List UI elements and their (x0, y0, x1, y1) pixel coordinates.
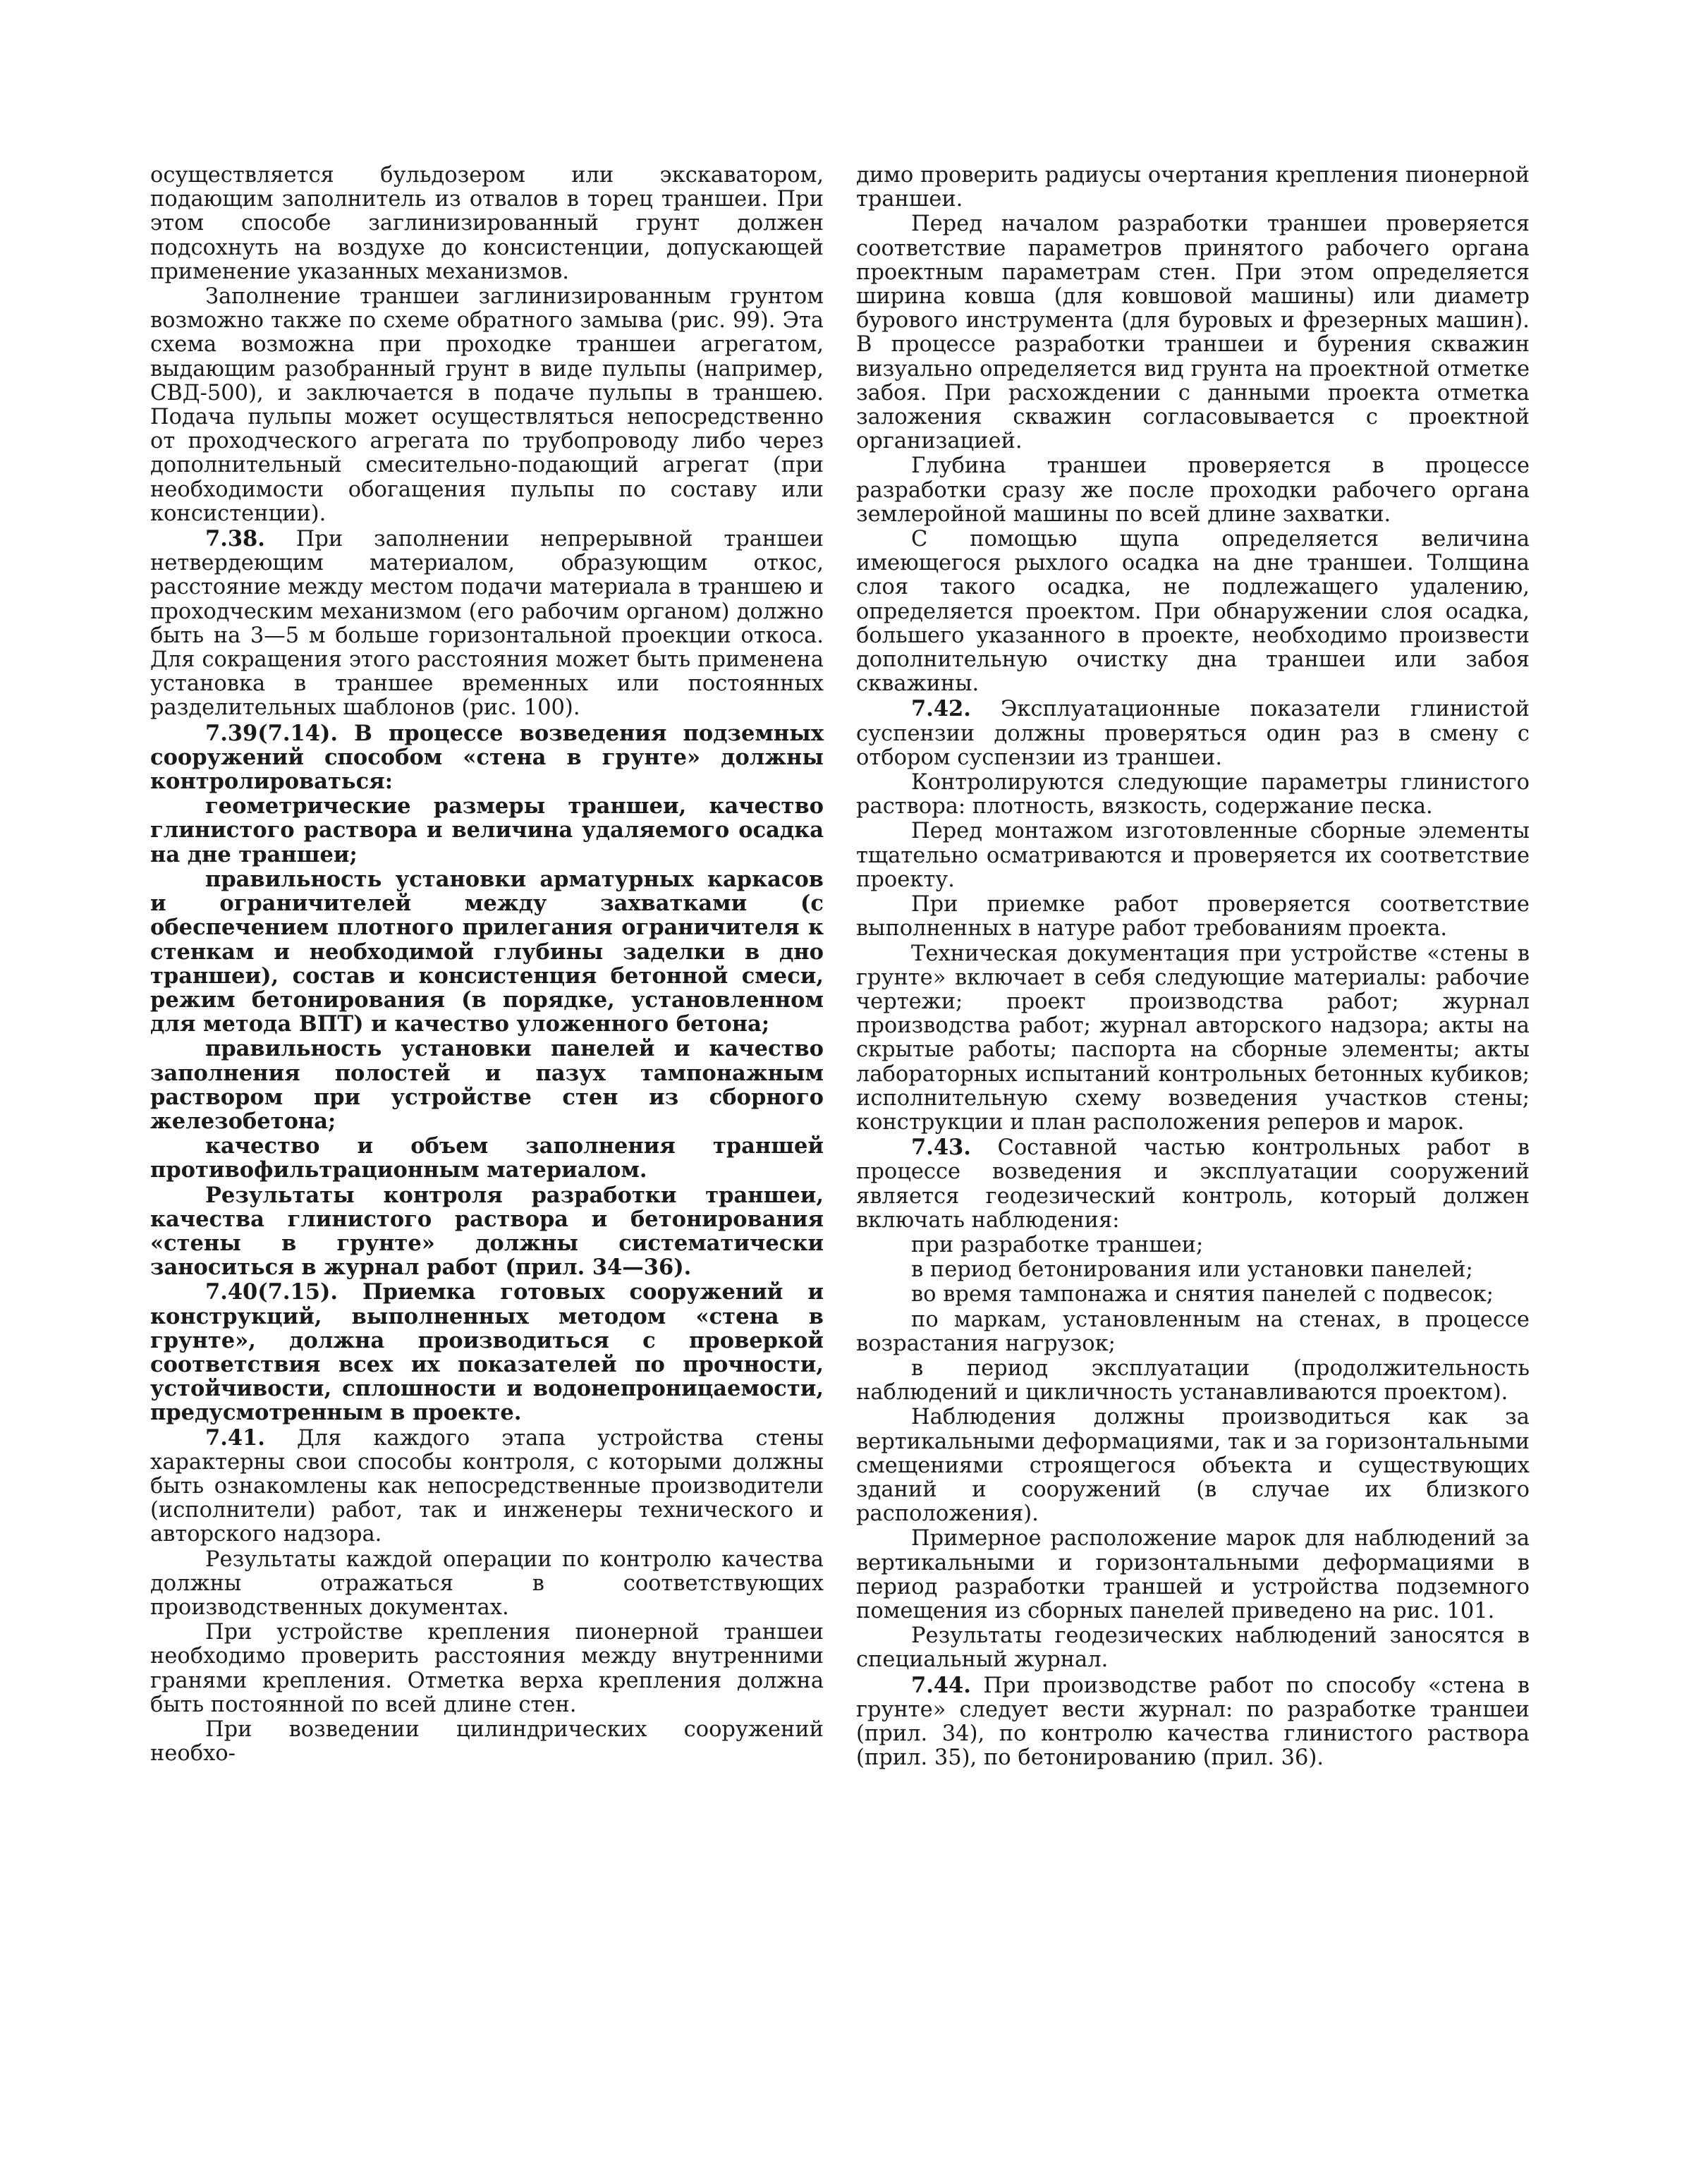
paragraph: осуществляется бульдозером или экскаватором, подающим заполнитель из отвалов в торец траншеи. При этом способе заглинизированный грунт должен подсохнуть на воздухе до консистенции, допускающей применение указанных механизмов. (150, 163, 824, 284)
paragraph-7-41 (150, 1426, 824, 1547)
list-item: по маркам, установленным на стенах, в процессе возрастания нагрузок; (856, 1307, 1530, 1356)
clause-number: 7.41. (205, 1425, 265, 1451)
paragraph-7-38 (150, 527, 824, 721)
paragraph: Наблюдения должны производиться как за вертикальными деформациями, так и за горизонтальными смещениями строящегося объекта и существующих зданий и сооружений (в случае их близкого расположения). (856, 1405, 1530, 1527)
paragraph-7-40: 7.40(7.15). Приемка готовых сооружений и конструкций, выполненных методом «стена в грунте», должна производиться с проверкой соответствия всех их показателей по прочности, устойчивости, сплошности и водонепроницаемости, предусмотренным в проекте. (150, 1279, 824, 1426)
paragraph: Результаты каждой операции по контролю качества должны отражаться в соответствующих производственных документах. (150, 1547, 824, 1620)
paragraph: С помощью щупа определяется величина имеющегося рыхлого осадка на дне траншеи. Толщина слоя такого осадка, не подлежащего удалению, определяется проектом. При обнаружении слоя осадка, большего указанного в проекте, необходимо произвести дополнительную очистку дна траншеи или забоя скважины. (856, 527, 1530, 697)
list-item: при разработке траншеи; (911, 1232, 1204, 1257)
paragraph: Примерное расположение марок для наблюдений за вертикальными и горизонтальными деформациями в период разработки траншей и устройства подземного помещения из сборных панелей приведено на рис. 101. (856, 1526, 1530, 1623)
paragraph: При приемке работ проверяется соответствие выполненных в натуре работ требованиям проекта. (856, 892, 1530, 941)
paragraph: Перед началом разработки траншеи проверяется соответствие параметров принятого рабочего органа проектным параметрам стен. При этом определяется ширина ковша (для ковшовой машины) или диаметр бурового инструмента (для буровых и фрезерных машин). В процессе разработки траншеи и бурения скважин визуально определяется вид грунта на проектной отметке забоя. При расхождении с данными проекта отметка заложения скважин согласовывается с проектной организацией. (856, 212, 1530, 454)
paragraph: димо проверить радиусы очертания крепления пионерной траншеи. (856, 163, 1530, 212)
paragraph-7-39: 7.39(7.14). В процессе возведения подземных сооружений способом «стена в грунте» должны контролироваться: (150, 720, 824, 795)
list-item: правильность установки панелей и качество заполнения полостей и пазух тампонажным раствором при устройстве стен из сборного железобетона; (150, 1036, 824, 1134)
left-column (150, 164, 824, 1767)
right-column (856, 164, 1530, 1771)
paragraph: Результаты геодезических наблюдений заносятся в специальный журнал. (856, 1623, 1530, 1673)
list-item: в период бетонирования или установки панелей; (911, 1257, 1473, 1283)
list-item: качество и объем заполнения траншей противофильтрационным материалом. (150, 1133, 824, 1183)
paragraph: Результаты контроля разработки траншеи, качества глинистого раствора и бетонирования «стены в грунте» должны систематически заноситься в журнал работ (прил. 34—36). (150, 1182, 824, 1281)
list-item: в период эксплуатации (продолжительность наблюдений и цикличность устанавливаются проектом). (856, 1355, 1530, 1405)
list-item: во время тампонажа и снятия панелей с подвесок; (911, 1282, 1494, 1307)
clause-number: 7.43. (911, 1135, 971, 1161)
clause-number: 7.42. (911, 696, 971, 722)
clause-text: Составной частью контрольных работ в процессе возведения и эксплуатации сооружений является геодезический контроль, который должен включать наблюдения: (856, 1135, 1530, 1233)
clause-text: Для каждого этапа устройства стены характерны свои способы контроля, с которыми должны быть ознакомлены как непосредственные производители (исполнители) работ, так и инженеры технического и авторского надзора. (150, 1425, 824, 1547)
clause-number: 7.44. (911, 1672, 971, 1698)
paragraph: Техническая документация при устройстве «стены в грунте» включает в себя следующие материалы: рабочие чертежи; проект производства работ; журнал производства работ; журнал авторского надзора; акты на скрытые работы; паспорта на сборные элементы; акты лабораторных испытаний контрольных бетонных кубиков; исполнительную схему возведения участков стены; конструкции и план расположения реперов и марок. (856, 941, 1530, 1135)
paragraph-7-43 (856, 1135, 1530, 1233)
paragraph: При устройстве крепления пионерной траншеи необходимо проверить расстояния между внутренними гранями крепления. Отметка верха крепления должна быть постоянной по всей длине стен. (150, 1620, 824, 1717)
clause-text: При заполнении непрерывной траншеи нетвердеющим материалом, образующим откос, расстояние между местом подачи материала в траншею и проходческим механизмом (его рабочим органом) должно быть на 3—5 м больше горизонтальной проекции откоса. Для сокращения этого расстояния может быть применена установка в траншее временных или постоянных разделительных шаблонов (рис. 100). (150, 527, 824, 721)
paragraph: Глубина траншеи проверяется в процессе разработки сразу же после проходки рабочего органа землеройной машины по всей длине захватки. (856, 453, 1530, 527)
clause-text: Эксплуатационные показатели глинистой суспензии должны проверяться один раз в смену с отбором суспензии из траншеи. (856, 697, 1530, 770)
list-item: геометрические размеры траншеи, качество глинистого раствора и величина удаляемого осадка на дне траншеи; (150, 793, 824, 867)
paragraph-7-42 (856, 697, 1530, 770)
paragraph-7-44 (856, 1673, 1530, 1771)
paragraph: Контролируются следующие параметры глинистого раствора: плотность, вязкость, содержание песка. (856, 770, 1530, 819)
paragraph: При возведении цилиндрических сооружений необхо- (150, 1717, 824, 1767)
paragraph: Перед монтажом изготовленные сборные элементы тщательно осматриваются и проверяется их соответствие проекту. (856, 819, 1530, 892)
list-item: правильность установки арматурных каркасов и ограничителей между захватками (с обеспечением плотного прилегания ограничителя к стенкам и необходимой глубины заделки в дно траншеи), состав и консистенция бетонной смеси, режим бетонирования (в порядке, установленном для метода ВПТ) и качество уложенного бетона; (150, 866, 824, 1037)
clause-text: При производстве работ по способу «стена в грунте» следует вести журнал: по разработке траншеи (прил. 34), по контролю качества глинистого раствора (прил. 35), по бетонированию (прил. 36). (856, 1673, 1530, 1771)
paragraph: Заполнение траншеи заглинизированным грунтом возможно также по схеме обратного замыва (рис. 99). Эта схема возможна при проходке траншеи агрегатом, выдающим разобранный грунт в виде пульпы (например, СВД-500), и заключается в подаче пульпы в траншею. Подача пульпы может осуществляться непосредственно от проходческого агрегата по трубопроводу либо через дополнительный смесительно-подающий агрегат (при необходимости обогащения пульпы по составу или консистенции). (150, 284, 824, 526)
clause-number: 7.38. (205, 526, 265, 552)
